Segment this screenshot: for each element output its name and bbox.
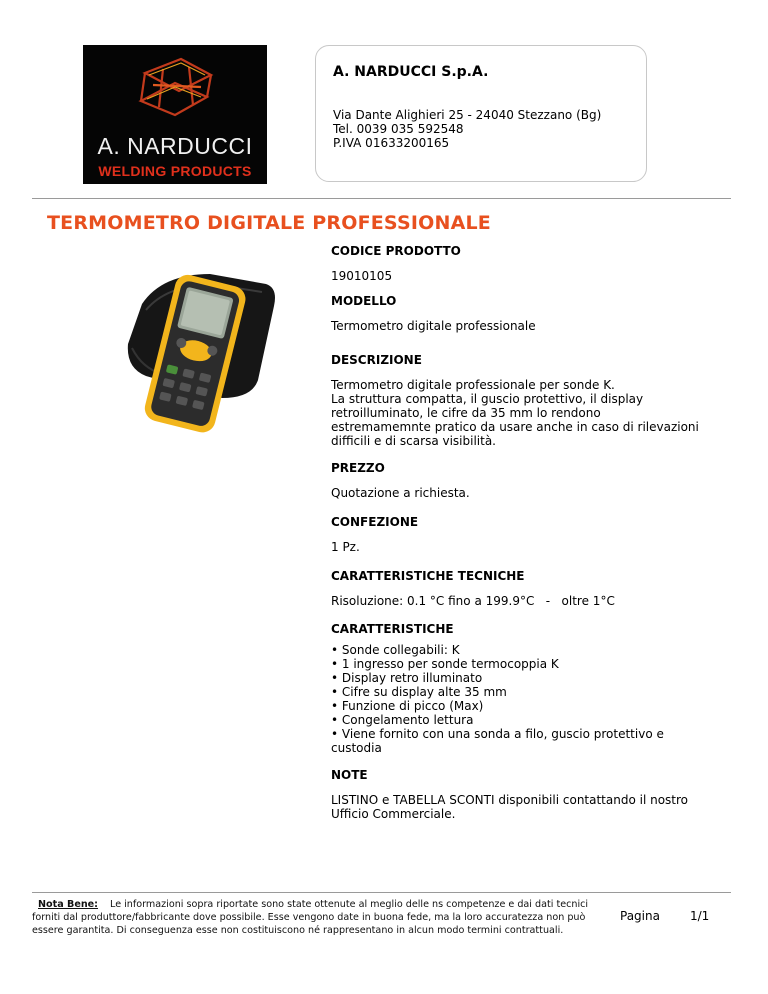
features-list bbox=[331, 643, 701, 755]
features-label: CARATTERISTICHE bbox=[331, 622, 454, 636]
section-description bbox=[331, 353, 701, 448]
model-label: MODELLO bbox=[331, 294, 397, 308]
price-label: PREZZO bbox=[331, 461, 385, 475]
notes-label: NOTE bbox=[331, 768, 368, 782]
header-divider bbox=[32, 198, 731, 199]
section-model bbox=[331, 294, 701, 333]
feature-item: • Display retro illuminato bbox=[331, 671, 483, 685]
company-contact bbox=[333, 108, 601, 150]
section-package bbox=[331, 515, 701, 554]
technical-specs-value: Risoluzione: 0.1 °C fino a 199.9°C - oltre 1°C bbox=[331, 594, 615, 608]
logo-name: A. NARDUCCI bbox=[97, 133, 253, 159]
product-code-value: 19010105 bbox=[331, 269, 393, 283]
feature-item: • 1 ingresso per sonde termocoppia K bbox=[331, 657, 559, 671]
logo-tagline: WELDING PRODUCTS bbox=[98, 163, 252, 179]
footer-disclaimer bbox=[32, 898, 602, 937]
product-code-label: CODICE PRODOTTO bbox=[331, 244, 461, 258]
package-value: 1 Pz. bbox=[331, 540, 360, 554]
section-product-code bbox=[331, 244, 701, 283]
model-value: Termometro digitale professionale bbox=[331, 319, 536, 333]
page-label: Pagina bbox=[620, 909, 660, 923]
company-logo bbox=[83, 45, 267, 184]
description-value: Termometro digitale professionale per sonde K. La struttura compatta, il guscio protettivo, il display retroilluminato, le cifre da 35 mm lo rendono estremamemnte pratico da usare anche in caso di rilevazioni difficili e di scarsa visibilità. bbox=[331, 378, 699, 448]
company-vat: P.IVA 01633200165 bbox=[333, 136, 450, 150]
notes-value: LISTINO e TABELLA SCONTI disponibili contattando il nostro Ufficio Commerciale. bbox=[331, 793, 689, 821]
section-features bbox=[331, 622, 701, 755]
company-phone: Tel. 0039 035 592548 bbox=[333, 122, 464, 136]
technical-specs-label: CARATTERISTICHE TECNICHE bbox=[331, 569, 525, 583]
company-name: A. NARDUCCI S.p.A. bbox=[333, 64, 489, 80]
logo-emblem-icon bbox=[83, 45, 267, 135]
description-label: DESCRIZIONE bbox=[331, 353, 422, 367]
digital-thermometer-icon bbox=[102, 248, 282, 448]
section-price bbox=[331, 461, 701, 500]
page-number: 1/1 bbox=[690, 909, 710, 923]
note-text: Le informazioni sopra riportate sono state ottenute al meglio delle ns competenze e dai dati tecnici forniti dal produttore/fabbricante dove possibile. Esse vengono date in buona fede, ma la loro accuratezza non può essere garantita. Di conseguenza esse non costituiscono né rappresentano in alcun modo termini contrattuali. bbox=[32, 899, 589, 936]
section-notes bbox=[331, 768, 701, 821]
product-details bbox=[331, 244, 701, 821]
page-title: TERMOMETRO DIGITALE PROFESSIONALE bbox=[47, 212, 491, 234]
company-info-box bbox=[315, 45, 647, 182]
company-address: Via Dante Alighieri 25 - 24040 Stezzano (Bg) bbox=[333, 108, 602, 122]
price-value: Quotazione a richiesta. bbox=[331, 486, 470, 500]
feature-item: • Funzione di picco (Max) bbox=[331, 699, 484, 713]
feature-item: • Viene fornito con una sonda a filo, guscio protettivo e custodia bbox=[331, 727, 664, 755]
feature-item: • Cifre su display alte 35 mm bbox=[331, 685, 507, 699]
footer-divider bbox=[32, 892, 731, 893]
feature-item: • Congelamento lettura bbox=[331, 713, 474, 727]
section-technical-specs bbox=[331, 569, 701, 608]
note-label: Nota Bene: bbox=[38, 899, 99, 910]
feature-item: • Sonde collegabili: K bbox=[331, 643, 460, 657]
package-label: CONFEZIONE bbox=[331, 515, 419, 529]
product-image bbox=[102, 248, 282, 448]
